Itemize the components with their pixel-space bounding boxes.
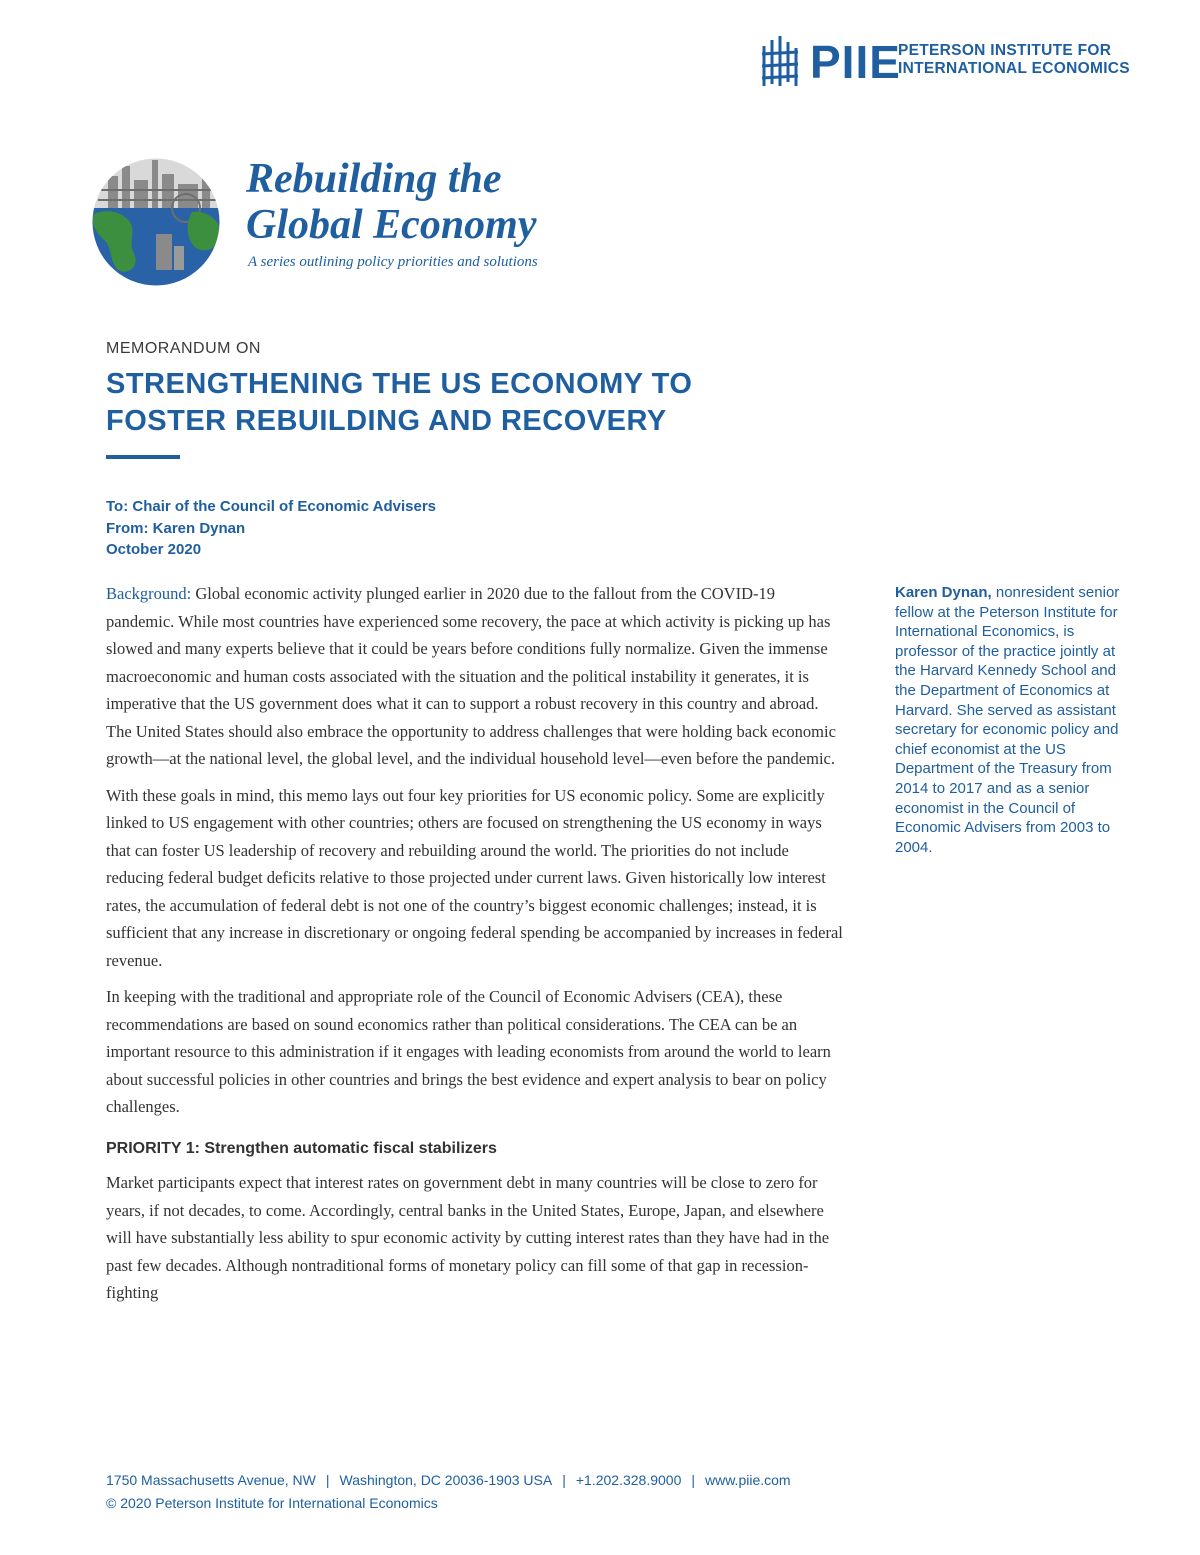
paragraph-background xyxy=(106,580,846,773)
author-bio: nonresident senior fellow at the Peterson Institute for International Economics, is professor of the practice jointly at the Harvard Kennedy School and the Department of Economics at Harvard. She served as assistant secretary for economic policy and chief economist at the US Department of the Treasury from 2014 to 2017 and as a senior economist in the Council of Economic Advisers from 2003 to 2004. xyxy=(895,584,1120,856)
memo-body xyxy=(106,580,846,1316)
footer-city: Washington, DC 20036-1903 USA xyxy=(339,1472,553,1488)
priority-1-heading: PRIORITY 1: Strengthen automatic fiscal stabilizers xyxy=(106,1139,497,1157)
footer-contact-line xyxy=(106,1469,791,1492)
background-lead: Background: xyxy=(106,584,192,603)
paragraph-cea: In keeping with the traditional and appropriate role of the Council of Economic Advisers (CEA), these recommendations are based on sound economics rather than political considerations. The CEA can be an important resource to this administration if it engages with leading economists from around the world to learn about successful policies in other countries and brings the best evidence and expert analysis to bear on policy challenges. xyxy=(106,987,831,1116)
globe-icon xyxy=(88,150,228,290)
footer-separator: | xyxy=(691,1472,695,1488)
background-text: Global economic activity plunged earlier in 2020 due to the fallout from the COVID-19 pandemic. While most countries have experienced some recovery, the pace at which activity is picking up has slowed and many experts believe that it could be years before conditions fully normalize. Given the immense macroeconomic and human costs associated with the situation and the political instability it generates, it is imperative that the US government does what it can to support a robust recovery in this country and abroad. The United States should also embrace the opportunity to address challenges that were holding back economic growth—at the national level, the global level, and the individual household level—even before the pandemic. xyxy=(106,584,836,768)
footer-website-link[interactable]: www.piie.com xyxy=(705,1472,791,1488)
piie-logo xyxy=(760,34,1150,90)
page-title-line-2: FOSTER REBUILDING AND RECOVERY xyxy=(106,405,667,437)
org-name-line-1: PETERSON INSTITUTE FOR xyxy=(898,42,1112,59)
page-title xyxy=(106,366,866,440)
footer-separator: | xyxy=(325,1472,330,1488)
org-name-line-2: INTERNATIONAL ECONOMICS xyxy=(898,60,1130,77)
memo-from: From: Karen Dynan xyxy=(106,519,246,537)
org-abbreviation: PIIE xyxy=(810,36,901,88)
paragraph-priority-1: Market participants expect that interest rates on government debt in many countries will be close to zero for years, if not decades, to come. Accordingly, central banks in the United States, Europe, Japan, and elsewhere will have substantially less ability to spur economic activity by cutting interest rates than they have had in the past few decades. Although nontraditional forms of monetary policy can fill some of that gap in recession-fighting xyxy=(106,1173,830,1302)
memo-meta xyxy=(106,496,436,561)
author-sidebar xyxy=(895,583,1127,857)
piie-building-icon xyxy=(760,34,802,88)
page-footer xyxy=(106,1469,791,1515)
series-title-line-2: Global Economy xyxy=(246,202,537,248)
series-logo xyxy=(88,150,608,290)
footer-address: 1750 Massachusetts Avenue, NW xyxy=(106,1472,316,1488)
series-title-line-1: Rebuilding the xyxy=(246,156,502,202)
title-divider xyxy=(106,455,180,459)
series-title xyxy=(246,156,537,248)
memo-label: MEMORANDUM ON xyxy=(106,340,261,357)
footer-phone: +1.202.328.9000 xyxy=(575,1472,682,1488)
footer-copyright: © 2020 Peterson Institute for International Economics xyxy=(106,1495,438,1511)
org-name xyxy=(898,42,1130,78)
series-subtitle: A series outlining policy priorities and solutions xyxy=(248,254,538,270)
page-title-line-1: STRENGTHENING THE US ECONOMY TO xyxy=(106,368,693,400)
author-name: Karen Dynan, xyxy=(895,584,992,601)
footer-separator: | xyxy=(562,1472,566,1488)
paragraph-goals: With these goals in mind, this memo lays out four key priorities for US economic policy. Some are explicitly linked to US engagement with other countries; others are focused on strengthening the US economy in ways that can foster US leadership of recovery and rebuilding around the world. The priorities do not include reducing federal budget deficits relative to those projected under current laws. Given historically low interest rates, the accumulation of federal debt is not one of the country’s biggest economic challenges; instead, it is sufficient that any increase in discretionary or ongoing federal spending be accompanied by increases in federal revenue. xyxy=(106,785,843,970)
memo-date: October 2020 xyxy=(106,541,202,558)
memo-to: To: Chair of the Council of Economic Advisers xyxy=(106,498,437,515)
